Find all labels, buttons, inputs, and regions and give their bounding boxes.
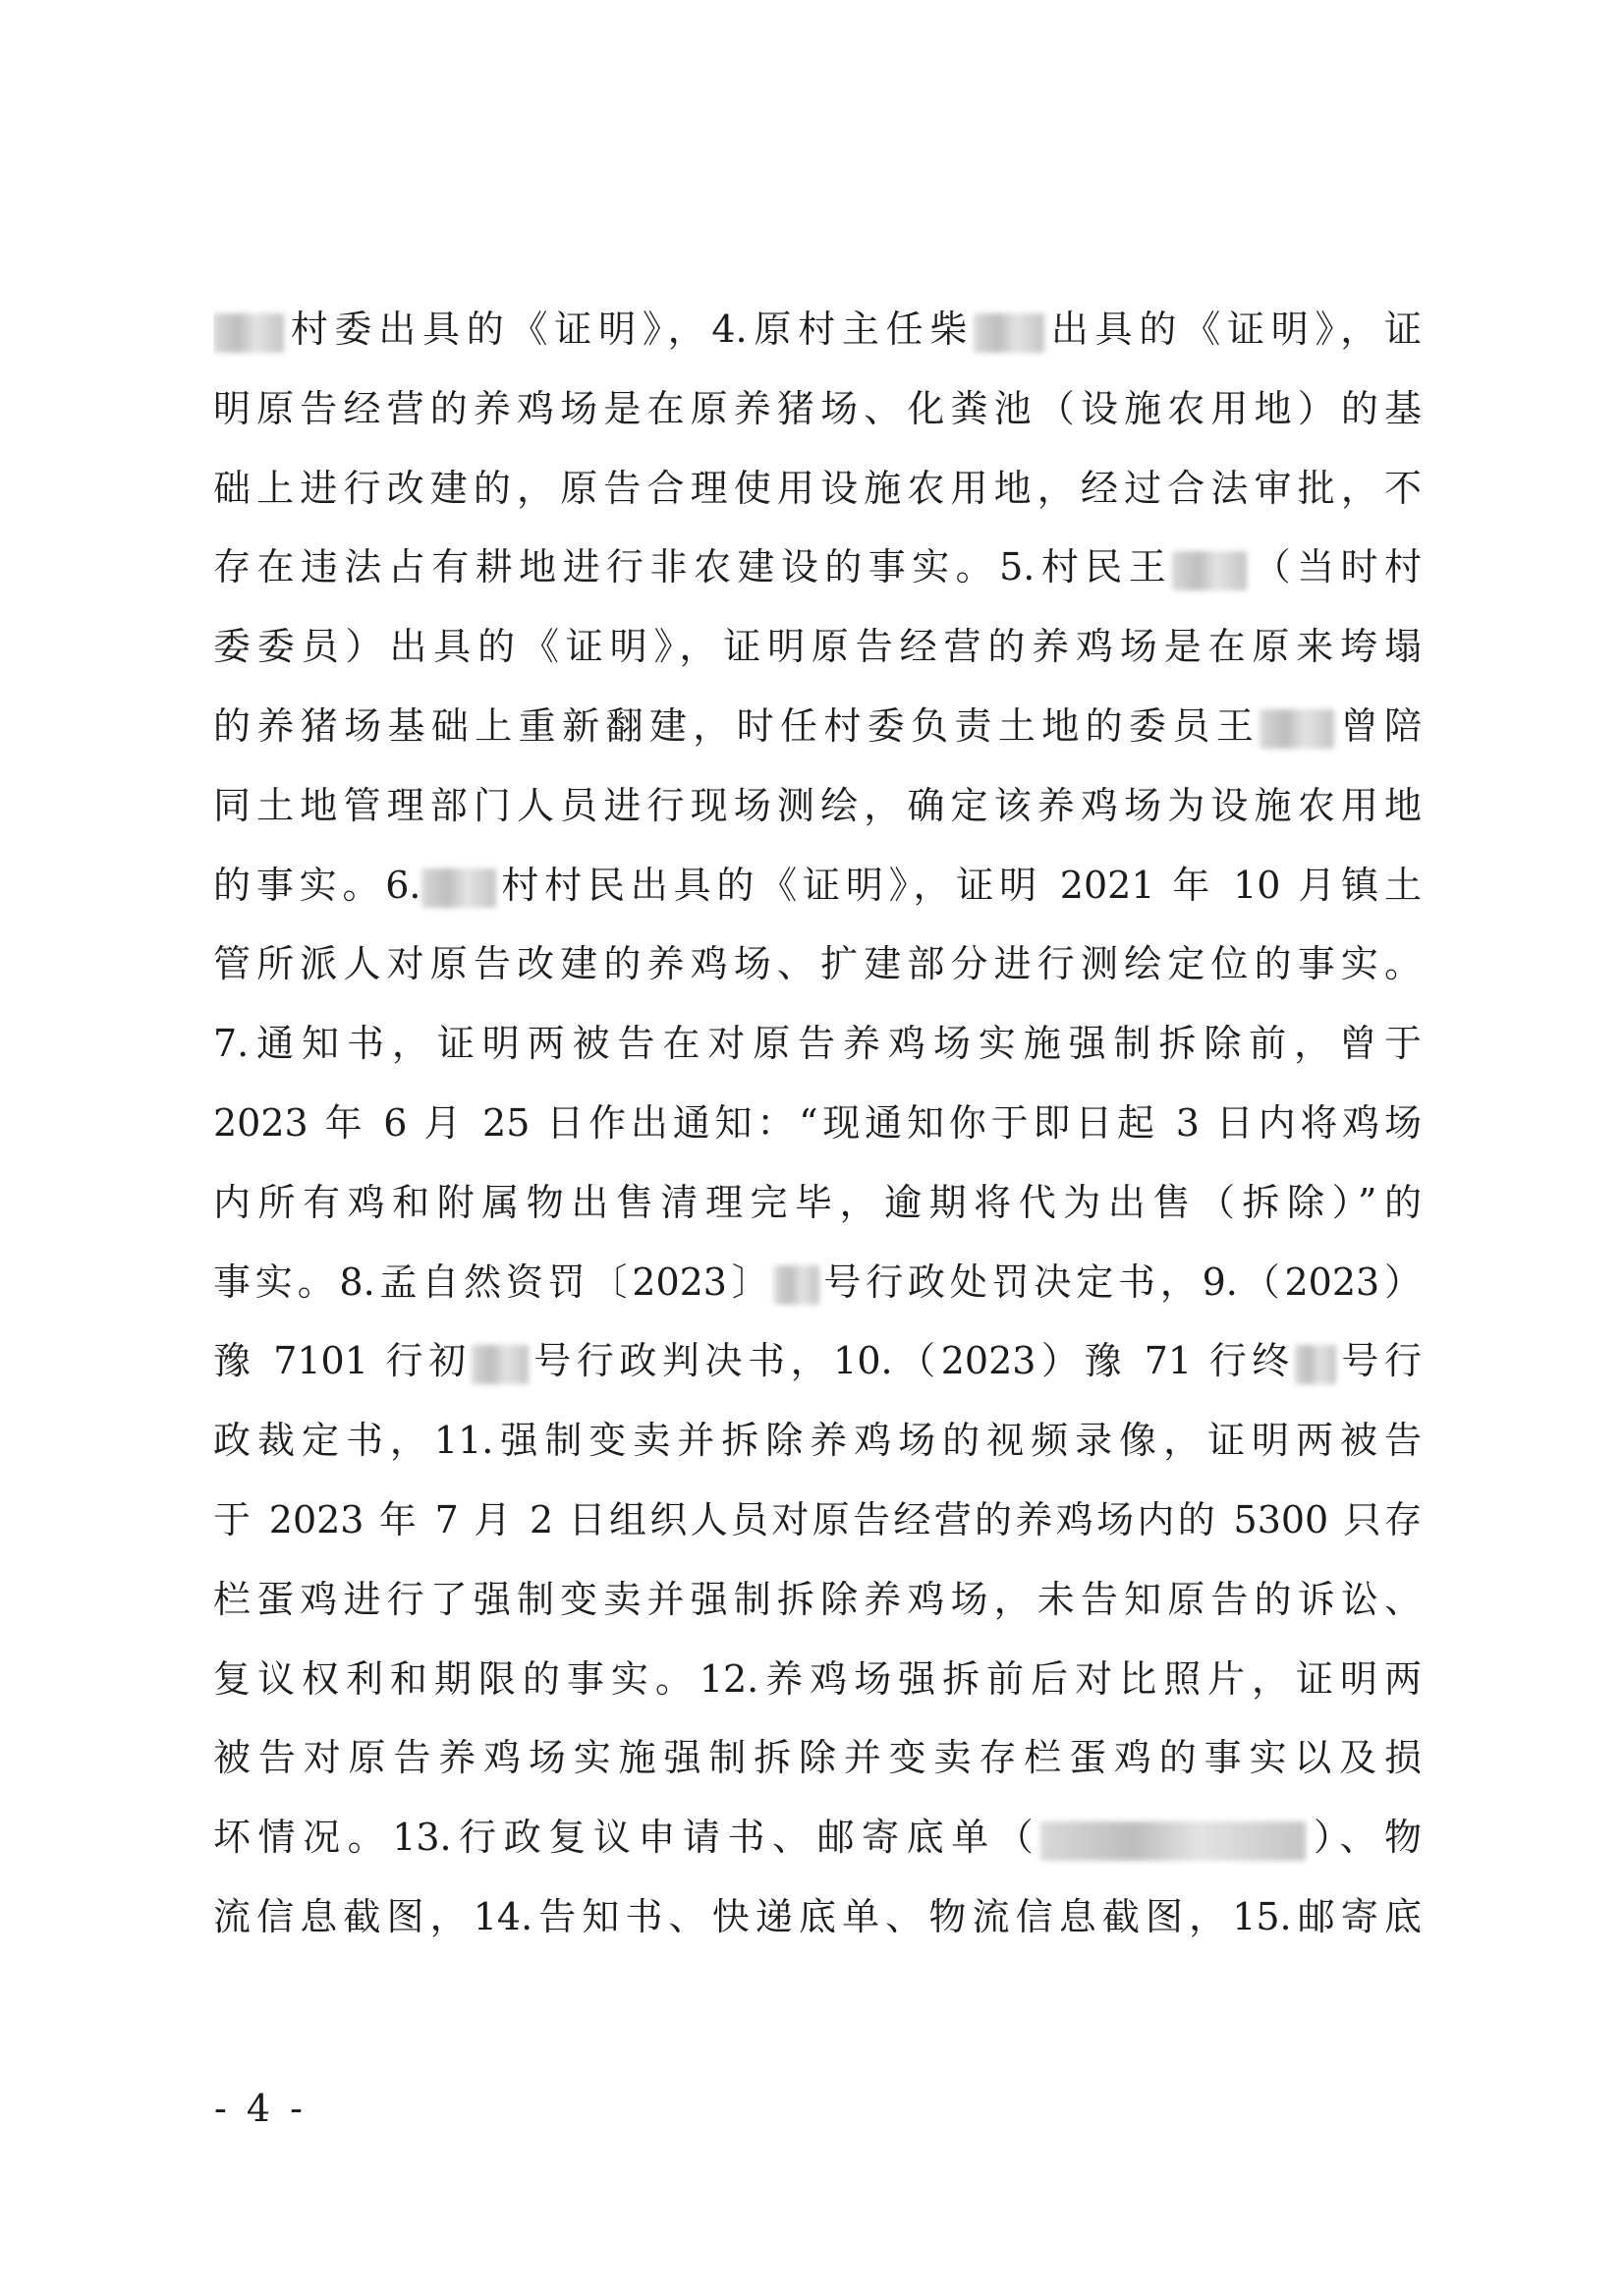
text-line-5: 委委员）出具的《证明》，证明原告经营的养鸡场是在原来垮塌 — [213, 625, 1422, 669]
text-line-21: 流信息截图，14.告知书、快递底单、物流信息截图，15.邮寄底 — [213, 1894, 1422, 1938]
text-line-8: 的事实。6. 村村民出具的《证明》，证明 2021 年 10 月镇土 — [213, 863, 1422, 907]
text-line-19: 被告对原告养鸡场实施强制拆除并变卖存栏蛋鸡的事实以及损 — [213, 1736, 1422, 1780]
text-line-10: 7.通知书，证明两被告在对原告养鸡场实施强制拆除前，曾于 — [213, 1022, 1422, 1066]
redacted-tracking-number — [1040, 1821, 1306, 1861]
text-line-17: 栏蛋鸡进行了强制变卖并强制拆除养鸡场，未告知原告的诉讼、 — [213, 1577, 1422, 1621]
text-line-4: 存在违法占有耕地进行非农建设的事实。5.村民王 （当时村 — [213, 545, 1422, 589]
text-line-1: 村委出具的《证明》，4.原村主任柴 出具的《证明》，证 — [213, 290, 1422, 369]
text-line-15: 政裁定书，11.强制变卖并拆除养鸡场的视频录像，证明两被告 — [213, 1419, 1422, 1463]
text-line-6: 的养猪场基础上重新翻建，时任村委负责土地的委员王 曾陪 — [213, 703, 1422, 748]
text-line-11: 2023 年 6 月 25 日作出通知：“现通知你于即日起 3 日内将鸡场 — [213, 1100, 1422, 1145]
text-line-12: 内所有鸡和附属物出售清理完毕，逾期将代为出售（拆除）”的 — [213, 1180, 1422, 1224]
redacted-case-number — [774, 1265, 819, 1305]
page-number: - 4 - — [214, 2087, 308, 2130]
text-line-9: 管所派人对原告改建的养鸡场、扩建部分进行测绘定位的事实。 — [213, 942, 1422, 986]
redacted-person-name — [1260, 709, 1334, 749]
text-line-2: 明原告经营的养鸡场是在原养猪场、化粪池（设施农用地）的基 — [213, 386, 1422, 430]
redacted-case-number — [1295, 1345, 1336, 1384]
redacted-person-name — [1172, 551, 1247, 590]
text-line-14: 豫 7101 行初 号行政判决书，10.（2023）豫 71 行终 号行 — [213, 1339, 1422, 1383]
text-line-13: 事实。8.孟自然资罚〔2023〕 号行政处罚决定书，9.（2023） — [213, 1260, 1422, 1304]
text-line-16: 于 2023 年 7 月 2 日组织人员对原告经营的养鸡场内的 5300 只存 — [213, 1497, 1422, 1541]
text-line-18: 复议权利和期限的事实。12.养鸡场强拆前后对比照片，证明两 — [213, 1656, 1422, 1701]
redacted-person-name — [974, 313, 1044, 353]
document-body — [213, 290, 1422, 1957]
redacted-village-name — [213, 313, 284, 353]
redacted-case-number — [472, 1345, 529, 1384]
text-line-3: 础上进行改建的，原告合理使用设施农用地，经过合法审批，不 — [213, 466, 1422, 510]
text-line-7: 同土地管理部门人员进行现场测绘，确定该养鸡场为设施农用地 — [213, 783, 1422, 827]
redacted-village-name — [421, 868, 496, 908]
text-line-20: 坏情况。13.行政复议申请书、邮寄底单（ ）、物 — [213, 1816, 1422, 1860]
